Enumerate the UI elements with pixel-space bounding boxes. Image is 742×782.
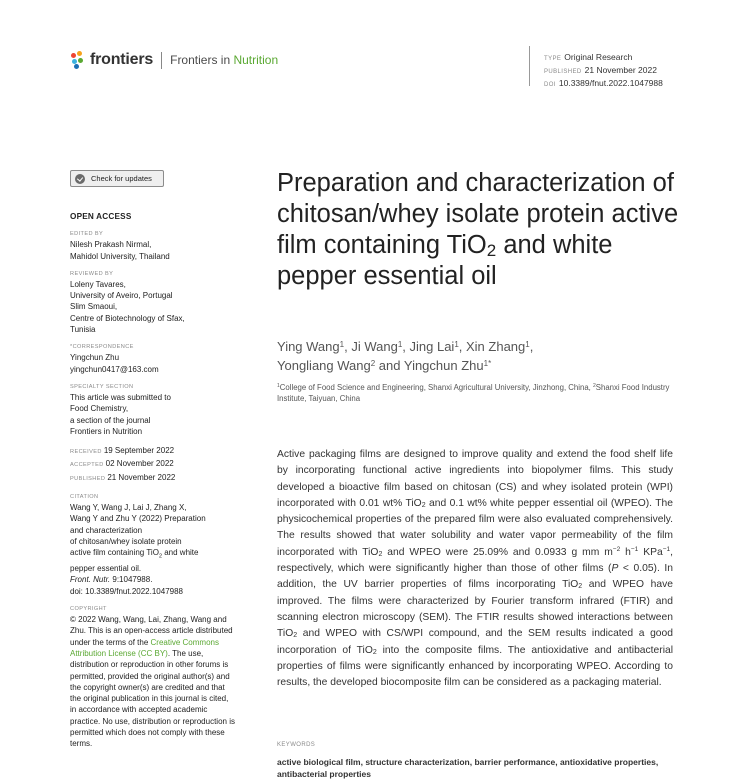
edited-by: EDITED BY Nilesh Prakash Nirmal, Mahidol University, Thailand <box>70 231 170 261</box>
author-list: Ying Wang$^1$, Ji Wang$^1$, Jing Lai$^1$, Xin Zhang$^1$, Yongliang Wang$^2$ and Yingchun Zhu$^{1*}$ <box>277 339 534 373</box>
article-meta: TYPE Original Research PUBLISHED 21 November 2022 DOI 10.3389/fnut.2022.1047988 <box>544 52 663 88</box>
article-type: Original Research <box>564 52 633 62</box>
citation: CITATION Wang Y, Wang J, Lai J, Zhang X, Wang Y and Zhu Y (2022) Preparation and characterization of chitosan/whey isolate protein active film containing TiO$_2$ and white pepper essential oil. Front. Nutr. 9:1047988. doi: 10.3389/fnut.2022.1047988 <box>70 493 235 597</box>
author[interactable]: Yingchun Zhu$^{1*}$ <box>403 357 492 373</box>
author[interactable]: Jing Lai$^1$ <box>409 339 459 354</box>
journal-name: Frontiers in Nutrition <box>170 53 279 67</box>
frontiers-logo-icon <box>71 51 87 69</box>
copyright: COPYRIGHT © 2022 Wang, Wang, Lai, Zhang, Wang and Zhu. This is an open-access article distributed under the terms of the Creative Commons Attribution License (CC BY). The use, distribution or reproduction in other forums is permitted, provided the original author(s) and the copyright owner(s) are credited and that the original publication in this journal is cited, in accordance with accepted academic practice. No use, distribution or reproduction is permitted which does not comply with these terms. <box>70 606 235 749</box>
check-updates-icon <box>75 174 85 184</box>
license-link[interactable]: Creative Commons Attribution License (CC BY) <box>70 637 219 658</box>
frontiers-logo[interactable] <box>71 51 278 69</box>
brand-name: frontiers <box>90 51 154 68</box>
sidebar-info <box>70 211 235 758</box>
keywords-label: KEYWORDS <box>277 742 316 748</box>
logo-divider <box>161 52 162 69</box>
author[interactable]: Ying Wang$^1$ <box>277 339 345 354</box>
article-title: Preparation and characterization of chitosan/whey isolate protein active film containing TiO$_2$ and white pepper essential oil <box>277 169 679 290</box>
author[interactable]: Yongliang Wang$^2$ <box>277 357 376 373</box>
meta-divider <box>529 46 530 86</box>
correspondence-email[interactable]: yingchun0417@163.com <box>70 364 159 374</box>
author[interactable]: Xin Zhang$^1$ <box>466 339 530 354</box>
affiliations: $^1$College of Food Science and Engineering, Shanxi Agricultural University, Jinzhong, China, $^2$Shanxi Food Industry Institute, Taiyuan, China <box>277 383 670 403</box>
keywords: active biological film, structure characterization, barrier performance, antioxidative properties, antibacterial properties <box>277 757 659 779</box>
dates: RECEIVED 19 September 2022 ACCEPTED 02 November 2022 PUBLISHED 21 November 2022 <box>70 446 176 482</box>
abstract: Active packaging films are designed to improve quality and extend the food shelf life by incorporating functional active ingredients into biopolymer films. This study developed a bioactive film based on chitosan (CS) and whey isolated protein (WPI) incorporated with 0.01 wt% TiO$_2$ and 0.1 wt% white pepper essential oil (WPEO). The physicochemical properties of the prepared film were also evaluated comprehensively. The results showed that water solubility and water vapor permeability of the film incorporated with TiO$_2$ and WPEO were 25.09% and 0.0933 g mm $m^{-2}$ $h^{-1}$ KPa$^{-1}$, respectively, which were significantly higher than those of other films (P < 0.05). In addition, the UV barrier properties of films incorporating TiO$_2$ and WPEO have improved. The films were characterized by Fourier transform infrared (FTIR) and scanning electron microscopy (SEM). The FTIR results showed interactions between TiO$_2$ and WPEO with CS/WPI compound, and the SEM results indicated a good incorporation of TiO$_2$ into the composite films. The antioxidative and antibacterial properties of films were significantly enhanced by incorporating WPEO. According to results, the developed biocomposite film can be considered as a packaging material. <box>277 449 674 689</box>
correspondence: *CORRESPONDENCE Yingchun Zhu yingchun0417@163.com <box>70 343 235 375</box>
published-date: 21 November 2022 <box>584 65 657 75</box>
author[interactable]: Ji Wang$^1$ <box>351 339 403 354</box>
reviewed-by: REVIEWED BY Loleny Tavares, University of Aveiro, Portugal Slim Smaoui, Centre of Biotechnology of Sfax, Tunisia <box>70 270 185 335</box>
check-for-updates-button[interactable]: Check for updates <box>70 170 164 187</box>
specialty-section: SPECIALTY SECTION This article was submitted to Food Chemistry, a section of the journal Frontiers in Nutrition <box>70 383 171 436</box>
doi[interactable]: 10.3389/fnut.2022.1047988 <box>558 78 663 88</box>
open-access: OPEN ACCESS <box>70 212 132 221</box>
citation-doi[interactable]: doi: 10.3389/fnut.2022.1047988 <box>70 586 183 596</box>
